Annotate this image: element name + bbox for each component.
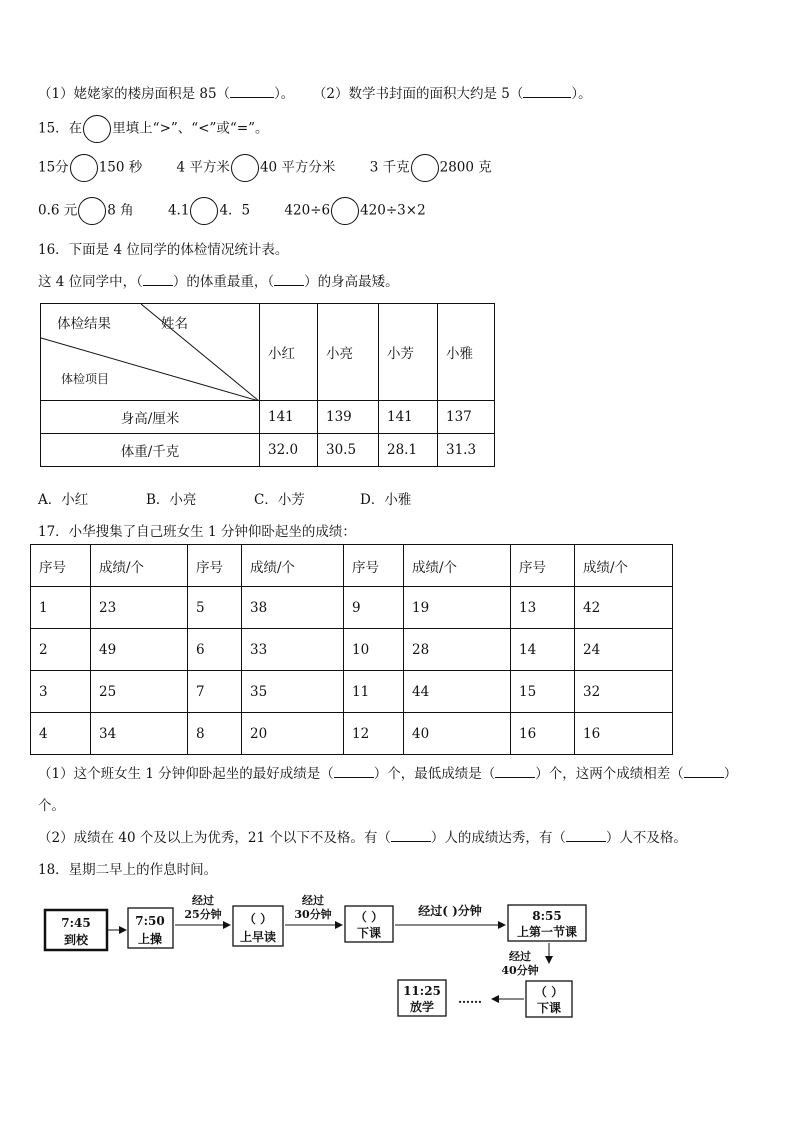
compare-right: 4．5 [219,202,251,219]
q17-sub2 [38,826,687,846]
compare-circle[interactable] [70,154,98,182]
q16-title: 16．下面是 4 位同学的体检情况统计表。 [38,242,289,258]
table-cell: 19 [404,587,511,629]
compare-circle[interactable] [231,154,259,182]
table-cell: 32 [575,671,673,713]
table-cell: 5 [188,587,242,629]
box-class-end-2-label: 下课 [536,1001,562,1015]
q17-sub2-a: （2）成绩在 40 个及以上为优秀，21 个以下不及格。有（ [38,830,391,846]
row-label: 体重/千克 [41,434,260,467]
answer-blank[interactable] [334,765,374,778]
table-cell: 13 [511,587,575,629]
table-cell: 6 [188,629,242,671]
student-name: 小雅 [438,304,495,401]
option-d[interactable]: D．小雅 [360,492,412,508]
table-cell: 16 [511,713,575,755]
q17-sub1 [38,762,737,782]
compare-left: 4 平方米 [176,159,230,176]
compare-right: 8 角 [107,202,134,219]
header-cell: 序号 [511,545,575,587]
q16-question [38,270,399,290]
answer-blank[interactable] [566,829,606,842]
table-cell: 40 [404,713,511,755]
q17-sub2-b: ）人的成绩达秀，有（ [430,830,566,846]
arrow3-label[interactable]: 经过( )分钟 [418,904,482,918]
q16-question-a: 这 4 位同学中，（ [38,274,143,290]
corner-label-top: 体检结果 [57,316,111,332]
table-cell: 3 [31,671,91,713]
table-cell: 14 [511,629,575,671]
table-cell: 38 [242,587,344,629]
table-cell: 8 [188,713,242,755]
q17-sub1-c: ）个，这两个成绩相差（ [535,766,684,782]
box-reading-blank[interactable]: （ ） [243,912,273,926]
table-row [41,401,495,434]
answer-blank[interactable] [143,273,173,286]
table-cell: 9 [344,587,404,629]
table-cell: 11 [344,671,404,713]
q14-line [38,82,592,102]
option-a[interactable]: A．小红 [38,492,89,508]
box-class-end-2-blank[interactable]: （ ） [534,985,564,999]
box-dismissal-label: 放学 [409,1000,435,1014]
table-cell: 7 [188,671,242,713]
compare-circle[interactable] [190,197,218,225]
table-header-row [31,545,673,587]
q16-question-c: ）的身高最矮。 [304,274,399,290]
q17-title: 17．小华搜集了自己班女生 1 分钟仰卧起坐的成绩： [38,524,356,540]
health-check-table [40,303,495,467]
table-row [31,713,673,755]
q15-title-b: 里填上“>”、“<”或“=”。 [112,120,269,137]
compare-left: 4.1 [167,202,190,219]
table-cell: 20 [242,713,344,755]
student-name: 小芳 [379,304,438,401]
box-arrive-time: 7:45 [61,916,91,930]
q16-question-b: ）的体重最重，（ [172,274,275,290]
table-corner [41,304,260,401]
compare-left: 15分 [38,159,69,176]
corner-label-right: 姓名 [161,316,188,332]
table-cell: 141 [260,401,318,434]
ellipsis: …… [458,992,482,1006]
box-arrive-label: 到校 [63,933,89,947]
compare-circle [83,115,111,143]
table-cell: 28 [404,629,511,671]
table-row [31,587,673,629]
arrow4-label-a: 经过 [509,950,531,963]
table-cell: 16 [575,713,673,755]
box-exercise-time: 7:50 [135,914,165,928]
header-cell: 成绩/个 [404,545,511,587]
table-cell: 12 [344,713,404,755]
table-cell: 139 [318,401,379,434]
compare-right: 2800 克 [439,159,492,176]
compare-circle[interactable] [331,197,359,225]
table-cell: 35 [242,671,344,713]
header-cell: 序号 [31,545,91,587]
compare-circle[interactable] [411,154,439,182]
table-cell: 15 [511,671,575,713]
schedule-diagram [0,885,794,1035]
q17-sub2-c: ）人不及格。 [605,830,687,846]
table-cell: 33 [242,629,344,671]
q17-sub1-b: ）个，最低成绩是（ [373,766,496,782]
answer-blank[interactable] [684,765,724,778]
q14-part1-end: ）。 [274,86,295,102]
q16-options [38,488,411,508]
table-cell: 32.0 [260,434,318,467]
answer-blank[interactable] [230,85,274,98]
table-cell: 49 [91,629,188,671]
table-row [31,629,673,671]
compare-right: 420÷3×2 [360,202,426,219]
answer-blank[interactable] [391,829,431,842]
option-b[interactable]: B．小亮 [146,492,197,508]
compare-left: 420÷6 [284,202,331,219]
table-cell: 4 [31,713,91,755]
box-first-class-time: 8:55 [532,909,562,923]
answer-blank[interactable] [495,765,535,778]
student-name: 小亮 [318,304,379,401]
table-cell: 10 [344,629,404,671]
table-cell: 44 [404,671,511,713]
table-cell: 24 [575,629,673,671]
q17-sub1-cont: 个。 [38,798,65,814]
q14-part2-text: （2）数学书封面的面积大约是 5（ [312,86,524,102]
q15-title-a: 15．在 [38,120,83,137]
header-cell: 序号 [188,545,242,587]
table-cell: 34 [91,713,188,755]
situp-table [30,544,673,755]
arrow1-label-b: 25分钟 [184,908,222,921]
q15-row1 [38,154,492,182]
table-cell: 2 [31,629,91,671]
compare-left: 3 千克 [369,159,410,176]
table-cell: 1 [31,587,91,629]
table-cell: 23 [91,587,188,629]
arrow1-label-a: 经过 [192,894,214,907]
corner-label-bottom: 体检项目 [61,372,110,386]
box-first-class-label: 上第一节课 [516,925,578,939]
header-cell: 序号 [344,545,404,587]
compare-circle[interactable] [78,197,106,225]
option-c[interactable]: C．小芳 [254,492,305,508]
table-cell: 30.5 [318,434,379,467]
q15-title [38,115,269,143]
q17-sub1-a: （1）这个班女生 1 分钟仰卧起坐的最好成绩是（ [38,766,334,782]
compare-right: 40 平方分米 [259,159,336,176]
q14-part2-end: ）。 [571,86,592,102]
box-reading-label: 上早读 [239,930,277,944]
table-cell: 137 [438,401,495,434]
compare-right: 150 秒 [98,159,143,176]
box-exercise-label: 上操 [137,932,163,946]
header-cell: 成绩/个 [575,545,673,587]
table-row [41,434,495,467]
box-class-end-1-label: 下课 [356,926,382,940]
table-cell: 141 [379,401,438,434]
arrow2-label-b: 30分钟 [294,908,332,921]
student-name: 小红 [260,304,318,401]
q17-sub1-d: ） [723,766,738,782]
table-cell: 25 [91,671,188,713]
table-cell: 28.1 [379,434,438,467]
q15-row2 [38,197,426,225]
arrow2-label-a: 经过 [302,894,324,907]
table-cell: 31.3 [438,434,495,467]
compare-left: 0.6 元 [38,202,78,219]
q14-part1-text: （1）姥姥家的楼房面积是 85（ [38,86,231,102]
table-row [31,671,673,713]
arrow4-label-b: 40分钟 [501,964,539,977]
header-cell: 成绩/个 [242,545,344,587]
row-label: 身高/厘米 [41,401,260,434]
box-dismissal-time: 11:25 [403,984,441,998]
box-class-end-1-blank[interactable]: （ ） [354,910,384,924]
answer-blank[interactable] [274,273,304,286]
header-cell: 成绩/个 [91,545,188,587]
answer-blank[interactable] [523,85,571,98]
q18-title: 18．星期二早上的作息时间。 [38,862,218,878]
table-cell: 42 [575,587,673,629]
